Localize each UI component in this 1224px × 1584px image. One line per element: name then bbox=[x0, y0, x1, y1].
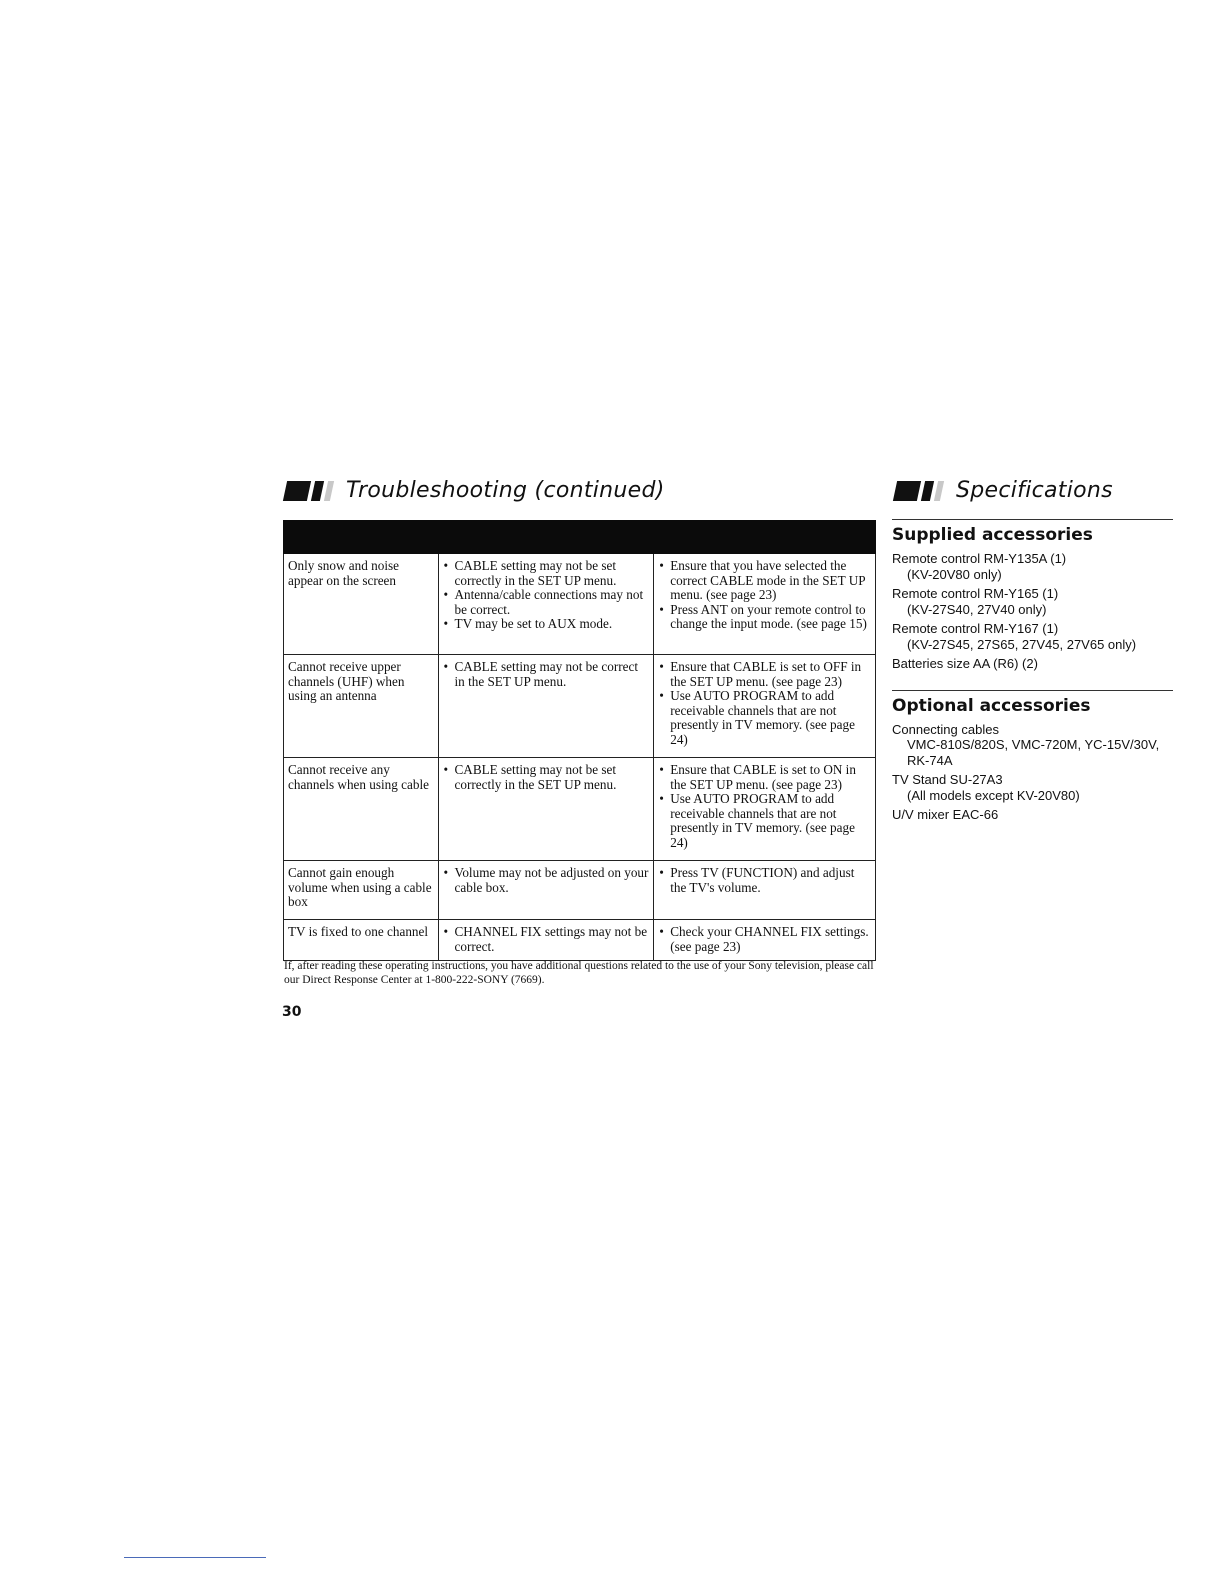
problem-cell: Cannot receive any channels when using cable bbox=[284, 758, 439, 861]
item-name: U/V mixer EAC-66 bbox=[892, 807, 999, 822]
list-item bbox=[892, 586, 1173, 617]
page-number: 30 bbox=[282, 1004, 302, 1020]
cause-cell bbox=[438, 758, 654, 861]
table-header-row bbox=[284, 521, 876, 554]
cause-cell bbox=[438, 861, 654, 920]
specifications-column bbox=[892, 519, 1173, 841]
remedy-cell bbox=[654, 861, 876, 920]
item-name: Remote control RM-Y167 (1) bbox=[892, 621, 1059, 636]
cause-item: • TV may be set to AUX mode. bbox=[443, 617, 650, 632]
supplied-accessories-section bbox=[892, 519, 1173, 672]
cause-cell bbox=[438, 554, 654, 655]
troubleshooting-table bbox=[283, 520, 876, 961]
list-item bbox=[892, 807, 1173, 823]
item-name: Remote control RM-Y135A (1) bbox=[892, 551, 1067, 566]
cause-item: • CABLE setting may not be set correctly in the SET UP menu. bbox=[443, 559, 650, 588]
remedy-item: • Check your CHANNEL FIX settings. (see page 23) bbox=[658, 925, 871, 954]
divider bbox=[124, 1557, 266, 1558]
cause-item: • CABLE setting may not be set correctly in the SET UP menu. bbox=[443, 763, 650, 792]
problem-cell: Cannot receive upper channels (UHF) when using an antenna bbox=[284, 655, 439, 758]
list-item bbox=[892, 551, 1173, 582]
footnote: If, after reading these operating instructions, you have additional questions related to the use of your Sony television, please call our Direct Response Center at 1-800-222-SONY (7669). bbox=[284, 960, 874, 986]
list-item bbox=[892, 621, 1173, 652]
optional-accessories-title: Optional accessories bbox=[892, 695, 1091, 716]
cause-cell bbox=[438, 655, 654, 758]
cause-item: • Antenna/cable connections may not be correct. bbox=[443, 588, 650, 617]
problem-cell: Only snow and noise appear on the screen bbox=[284, 554, 439, 655]
table-header-cell bbox=[284, 521, 439, 554]
item-detail: VMC-810S/820S, VMC-720M, YC-15V/30V, RK-74A bbox=[907, 737, 1160, 768]
item-name: TV Stand SU-27A3 bbox=[892, 772, 1003, 787]
table-row bbox=[284, 758, 876, 861]
remedy-item: • Ensure that you have selected the correct CABLE mode in the SET UP menu. (see page 23) bbox=[658, 559, 871, 603]
remedy-item: • Use AUTO PROGRAM to add receivable channels that are not presently in TV memory. (see page 24) bbox=[658, 792, 871, 850]
list-item bbox=[892, 722, 1173, 769]
item-detail: (KV-27S45, 27S65, 27V45, 27V65 only) bbox=[907, 636, 1137, 652]
troubleshooting-heading bbox=[285, 478, 665, 503]
remedy-cell bbox=[654, 655, 876, 758]
cause-item: • Volume may not be adjusted on your cable box. bbox=[443, 866, 650, 895]
table-header-cell bbox=[438, 521, 654, 554]
section-marker-icon bbox=[285, 481, 336, 501]
table-header-cell bbox=[654, 521, 876, 554]
item-name: Connecting cables bbox=[892, 721, 999, 737]
cause-item: • CABLE setting may not be correct in the SET UP menu. bbox=[443, 660, 650, 689]
item-name: Remote control RM-Y165 (1) bbox=[892, 586, 1059, 601]
section-marker-icon bbox=[895, 481, 946, 501]
cause-item: • CHANNEL FIX settings may not be correct. bbox=[443, 925, 650, 954]
troubleshooting-title: Troubleshooting (continued) bbox=[346, 478, 665, 503]
remedy-cell bbox=[654, 554, 876, 655]
table-row bbox=[284, 920, 876, 961]
remedy-item: • Ensure that CABLE is set to OFF in the SET UP menu. (see page 23) bbox=[658, 660, 871, 689]
table-row bbox=[284, 655, 876, 758]
list-item bbox=[892, 772, 1173, 803]
item-name: Batteries size AA (R6) (2) bbox=[892, 656, 1038, 671]
problem-cell: TV is fixed to one channel bbox=[284, 920, 439, 961]
optional-accessories-section bbox=[892, 690, 1173, 823]
specifications-title: Specifications bbox=[956, 478, 1113, 503]
item-detail: (KV-20V80 only) bbox=[907, 566, 1002, 582]
specifications-heading bbox=[895, 478, 1113, 503]
supplied-accessories-title: Supplied accessories bbox=[892, 525, 1093, 545]
remedy-cell bbox=[654, 920, 876, 961]
cause-cell bbox=[438, 920, 654, 961]
list-item bbox=[892, 656, 1173, 672]
table-row bbox=[284, 861, 876, 920]
item-detail: (KV-27S40, 27V40 only) bbox=[907, 601, 1047, 617]
item-detail: (All models except KV-20V80) bbox=[907, 787, 1080, 803]
remedy-item: • Press TV (FUNCTION) and adjust the TV's volume. bbox=[658, 866, 871, 895]
remedy-item: • Ensure that CABLE is set to ON in the SET UP menu. (see page 23) bbox=[658, 763, 871, 792]
table-row bbox=[284, 554, 876, 655]
remedy-cell bbox=[654, 758, 876, 861]
remedy-item: • Use AUTO PROGRAM to add receivable channels that are not presently in TV memory. (see page 24) bbox=[658, 689, 871, 747]
remedy-item: • Press ANT on your remote control to change the input mode. (see page 15) bbox=[658, 603, 871, 632]
problem-cell: Cannot gain enough volume when using a cable box bbox=[284, 861, 439, 920]
